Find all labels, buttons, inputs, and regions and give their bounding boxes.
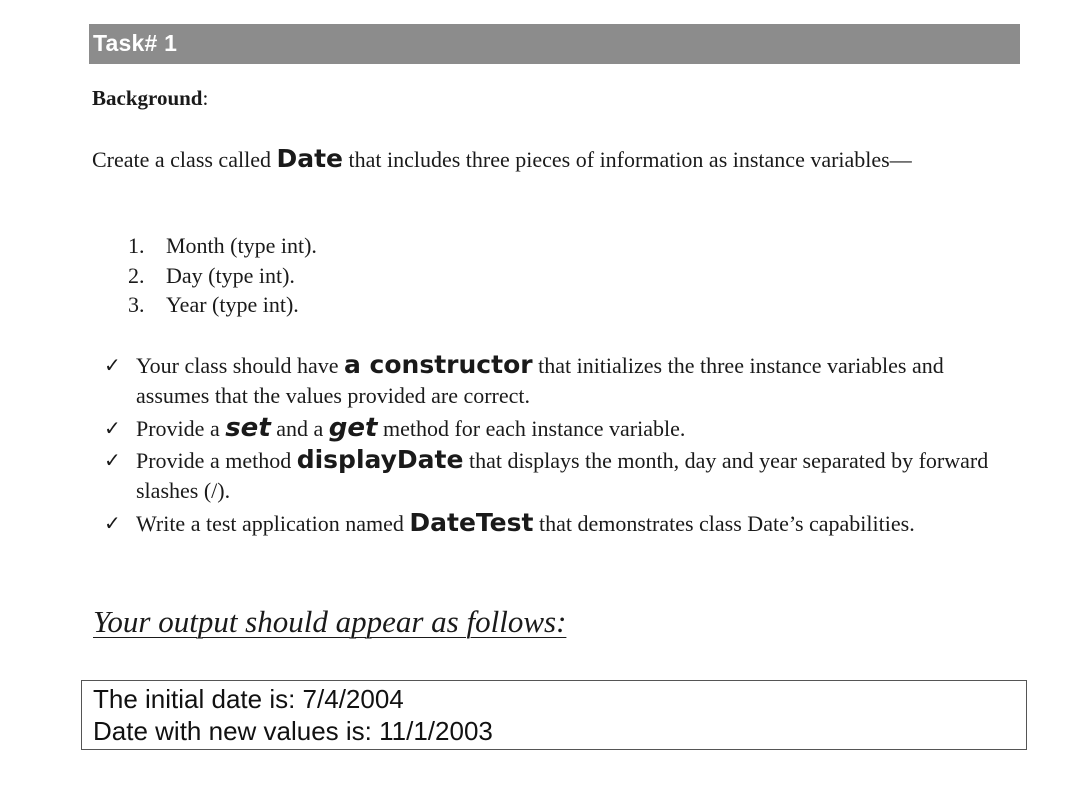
checklist-text: that demonstrates class Date’s capabilities. [533, 511, 915, 536]
list-item-text: Day (type int). [166, 262, 295, 288]
checkmark-icon: ✓ [104, 353, 121, 377]
keyword-date-test: DateTest [409, 508, 534, 537]
keyword-constructor: a constructor [343, 350, 533, 379]
list-item [128, 231, 317, 261]
checklist-text: and a [270, 416, 329, 441]
list-item-text: Year (type int). [166, 292, 299, 317]
checklist-text: Provide a method [136, 448, 297, 473]
checklist-text: Your class should have [136, 353, 344, 378]
checklist-item-constructor [104, 350, 1016, 413]
checklist-text: that initializes the three instance variables and assumes that the values provided are correct. [136, 353, 944, 408]
list-item [128, 290, 317, 320]
checkmark-icon: ✓ [104, 416, 121, 440]
keyword-set: set [225, 413, 271, 443]
list-item-text: Month (type int). [166, 233, 317, 258]
keyword-get: get [328, 413, 378, 443]
checklist-text: Write a test application named [136, 511, 410, 536]
checklist-text: Provide a [136, 416, 226, 441]
output-line-2: Date with new values is: 11/1/2003 [93, 716, 493, 746]
checkmark-icon: ✓ [104, 448, 121, 472]
keyword-display-date: displayDate [296, 445, 464, 474]
list-item-number: 3. [128, 292, 145, 317]
list-item [128, 261, 317, 291]
checklist-text: that displays the month, day and year separated by forward slashes (/). [136, 448, 989, 503]
instance-variable-list [128, 231, 317, 320]
checklist-item-display-date [104, 445, 1016, 508]
background-heading-text: Background [92, 86, 203, 110]
checklist-item-set-get [104, 413, 1016, 445]
intro-paragraph [92, 144, 972, 175]
intro-text-before: Create a class called [92, 147, 277, 172]
checklist-item-date-test [104, 508, 1016, 568]
list-item-number: 2. [128, 262, 145, 288]
task-title: Task# 1 [93, 30, 178, 56]
output-box [81, 680, 1027, 750]
list-item-number: 1. [128, 233, 145, 258]
checklist-text: method for each instance variable. [377, 416, 686, 441]
intro-class-name: Date [276, 144, 343, 173]
background-heading-colon: : [202, 86, 209, 110]
checkmark-icon: ✓ [104, 511, 121, 535]
background-heading [92, 86, 208, 111]
output-heading: Your output should appear as follows: [93, 604, 567, 639]
intro-text-after: that includes three pieces of information as instance variables— [343, 147, 912, 172]
task-header-bar [89, 24, 1020, 64]
requirements-checklist [104, 350, 1016, 568]
output-line-1: The initial date is: 7/4/2004 [93, 684, 404, 714]
